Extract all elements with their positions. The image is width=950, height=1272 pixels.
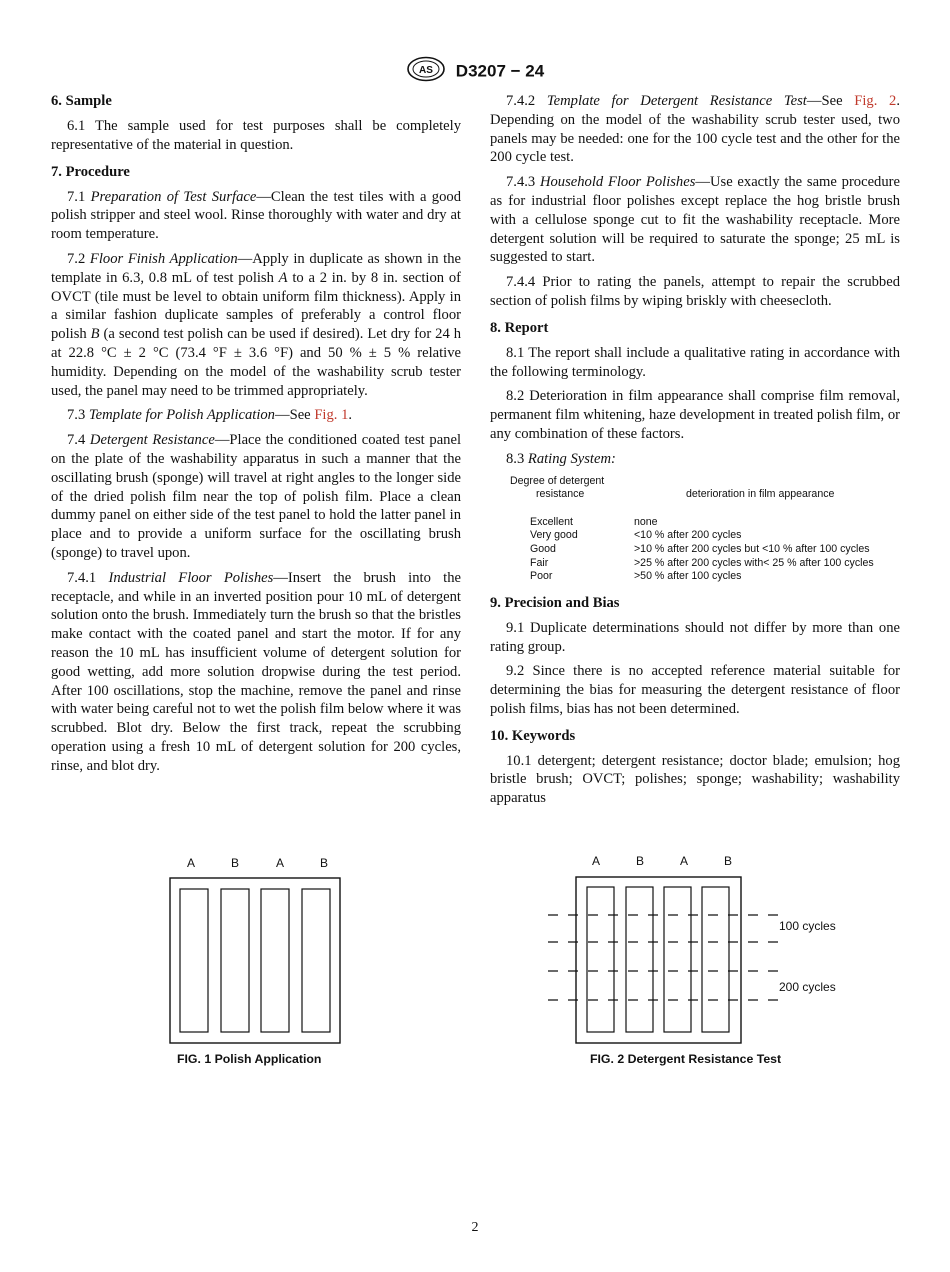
section-10 [490, 727, 900, 808]
left-column [51, 92, 461, 784]
figure-1-caption: FIG. 1 Polish Application [177, 1052, 322, 1066]
table-row: Excellent none [530, 515, 658, 528]
fig1-label-a: A [275, 856, 285, 870]
fig2-200-cycles-label: 200 cycles [779, 980, 836, 994]
paragraph-8-2: 8.2 Deterioration in film appearance shall comprise film removal, permanent film whitening, haze development in treated polish film, or any combination of these factors. [490, 388, 900, 442]
section-heading: 10. Keywords [490, 727, 576, 744]
figure-2-detergent-resistance [540, 852, 850, 1072]
fig1-strip [221, 889, 249, 1032]
fig2-label-a: A [591, 854, 601, 868]
table-header-row [510, 475, 874, 502]
rating-table [510, 475, 874, 584]
fig2-strip [702, 887, 729, 1032]
fig2-strip [664, 887, 691, 1032]
table-header-cell: deterioration in film appearance [686, 488, 835, 501]
table-header-cell: Degree of detergent resistance [510, 474, 605, 501]
astm-logo-icon [406, 56, 446, 87]
fig1-label-b: B [319, 856, 329, 870]
section-heading: 9. Precision and Bias [490, 594, 620, 611]
paragraph-6-1: 6.1 The sample used for test purposes shall be completely representative of the material in question. [51, 118, 461, 153]
fig1-label-b: B [230, 856, 240, 870]
paragraph-8-3: 8.3 Rating System: [506, 450, 616, 467]
fig2-strip [587, 887, 614, 1032]
paragraph-7-4-1: 7.4.1 Industrial Floor Polishes—Insert the brush into the receptacle, and while in an inverted position pour 10 mL of detergent solution onto the brush. Immediately turn the brush so that the bristles make contact with the coated panel and start the motor. If for any reason the 10 mL has insufficient volume of detergent solution for good wetting, add more solution dropwise during the test period. After 100 oscillations, stop the machine, remove the panel and rinse with water being careful not to wet the polish film below where it was scrubbed. Blot dry. Below the first track, repeat the scrubbing operation using a fresh 10 mL of detergent solution for 200 cycles, rinse, and blot dry. [51, 569, 461, 774]
fig2-100-cycles-label: 100 cycles [779, 919, 836, 933]
fig1-label-a: A [186, 856, 196, 870]
table-row: Fair >25 % after 200 cycles with< 25 % after 100 cycles [530, 556, 874, 569]
section-heading: 7. Procedure [51, 163, 130, 180]
document-id: D3207 − 24 [455, 61, 545, 81]
section-7-continued [490, 92, 900, 311]
fig1-tile-outline [170, 878, 340, 1043]
table-row: Poor >50 % after 100 cycles [530, 570, 742, 583]
fig1-strip [302, 889, 330, 1032]
fig-2-link[interactable]: Fig. 2 [854, 93, 897, 109]
page-header [0, 56, 950, 87]
fig1-strip [261, 889, 289, 1032]
paragraph-7-4-3: 7.4.3 Household Floor Polishes—Use exactly the same procedure as for industrial floor polishes except replace the hog bristle brush with a cellulose sponge cut to fit the washability receptacle. More detergent solution will be required to saturate the sponge; 25 mL is suggested to start. [490, 174, 900, 266]
section-heading: 8. Report [490, 319, 549, 336]
paragraph-7-4-4: 7.4.4 Prior to rating the panels, attempt to repair the scrubbed section of polish films by wiping briskly with cheesecloth. [490, 274, 900, 309]
svg-text:AS: AS [418, 65, 433, 76]
section-8 [490, 319, 900, 584]
paragraph-9-2: 9.2 Since there is no accepted reference material suitable for determining the bias for measuring the detergent resistance of floor polish films, bias has not been determined. [490, 663, 900, 717]
paragraph-7-2: 7.2 Floor Finish Application—Apply in duplicate as shown in the template in 6.3, 0.8 mL of test polish A to a 2 in. by 8 in. section of OVCT (tile must be level to obtain uniform film thickness). Apply in a similar fashion duplicate samples of preferably a control floor polish B (a second test polish can be used if desired). Let dry for 24 h at 22.8 °C ± 2 °C (73.4 °F ± 3.6 °F) and 50 % ± 5 % relative humidity. Depending on the model of the washability scrub tester used, the panel may need to be trimmed appropriately. [51, 250, 462, 399]
fig2-label-a: A [679, 854, 689, 868]
paragraph-7-1: 7.1 Preparation of Test Surface—Clean the test tiles with a good polish stripper and steel wool. Rinse thoroughly with water and dry at room temperature. [51, 188, 461, 243]
fig2-label-b: B [635, 854, 645, 868]
paragraph-7-4: 7.4 Detergent Resistance—Place the conditioned coated test panel on the plate of the washability apparatus in such a manner that the oscillating brush (sponge) will travel at right angles to the longer side of the dried polish film near the top of polish film. Place a clean dummy panel on either side of the test panel to hold the latter panel in place and to provide a uniform surface for the oscillating brush (sponge) to travel upon. [51, 432, 461, 561]
right-column [490, 92, 900, 816]
figure-1-polish-application [163, 852, 353, 1072]
section-9 [490, 594, 900, 719]
paragraph-7-4-2: 7.4.2 Template for Detergent Resistance Test—See Fig. 2. Depending on the model of the washability scrub tester used, two panels may be needed: one for the 100 cycle test and the other for the 200 cycle test. [490, 93, 900, 166]
table-row: Good >10 % after 200 cycles but <10 % after 100 cycles [530, 542, 870, 555]
section-6 [51, 92, 461, 155]
paragraph-9-1: 9.1 Duplicate determinations should not differ by more than one rating group. [490, 619, 900, 655]
fig1-strip [180, 889, 208, 1032]
paragraph-8-1: 8.1 The report shall include a qualitative rating in accordance with the following terminology. [490, 344, 900, 380]
fig2-tile-outline [576, 877, 741, 1043]
paragraph-10-1: 10.1 detergent; detergent resistance; doctor blade; emulsion; hog bristle brush; OVCT; polishes; sponge; washability; washability apparatus [490, 752, 900, 807]
table-row: Very good <10 % after 200 cycles [530, 529, 742, 542]
figure-2-caption: FIG. 2 Detergent Resistance Test [590, 1052, 782, 1066]
section-heading: 6. Sample [51, 93, 112, 109]
section-7 [51, 163, 461, 776]
fig2-label-b: B [723, 854, 733, 868]
fig2-strip [626, 887, 653, 1032]
page-number: 2 [471, 1220, 479, 1235]
paragraph-7-3: 7.3 Template for Polish Application—See Fig. 1. [67, 407, 353, 424]
fig-1-link[interactable]: Fig. 1 [314, 407, 349, 424]
